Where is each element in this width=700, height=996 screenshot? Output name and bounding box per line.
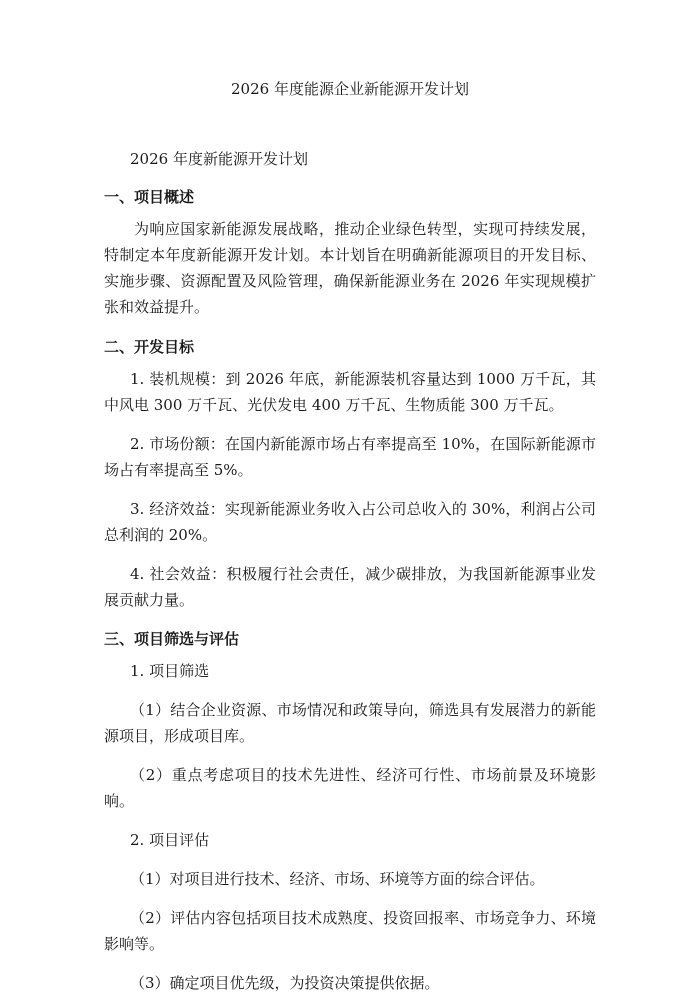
section-heading-screening: 三、项目筛选与评估 [104, 630, 240, 648]
goal-item-capacity: 1. 装机规模：到 2026 年底，新能源装机容量达到 1000 万千瓦，其中风电 300 万千瓦、光伏发电 400 万千瓦、生物质能 300 万千瓦。 [104, 370, 596, 414]
screening-item-1: （1）结合企业资源、市场情况和政策导向，筛选具有发展潜力的新能源项目，形成项目库。 [104, 701, 596, 745]
evaluation-item-1: （1）对项目进行技术、经济、市场、环境等方面的综合评估。 [130, 870, 545, 888]
goal-item-social-benefit: 4. 社会效益：积极履行社会责任，减少碳排放，为我国新能源事业发展贡献力量。 [104, 565, 596, 609]
section-heading-overview: 一、项目概述 [104, 188, 195, 206]
subsection-title-evaluation: 2. 项目评估 [130, 831, 210, 849]
goal-item-market-share: 2. 市场份额：在国内新能源市场占有率提高至 10%，在国际新能源市场占有率提高至 5%。 [104, 435, 596, 479]
subsection-title-screening: 1. 项目筛选 [130, 662, 210, 680]
section-heading-goals: 二、开发目标 [104, 338, 195, 356]
screening-item-2: （2）重点考虑项目的技术先进性、经济可行性、市场前景及环境影响。 [104, 766, 596, 810]
evaluation-item-2: （2）评估内容包括项目技术成熟度、投资回报率、市场竞争力、环境影响等。 [104, 909, 596, 953]
overview-paragraph: 为响应国家新能源发展战略，推动企业绿色转型，实现可持续发展，特制定本年度新能源开发计划。本计划旨在明确新能源项目的开发目标、实施步骤、资源配置及风险管理，确保新能源业务在 2026 年实现规模扩张和效益提升。 [104, 220, 596, 316]
evaluation-item-3: （3）确定项目优先级，为投资决策提供依据。 [130, 974, 440, 992]
document-title: 2026 年度能源企业新能源开发计划 [231, 80, 469, 98]
goal-item-economic-benefit: 3. 经济效益：实现新能源业务收入占公司总收入的 30%，利润占公司总利润的 20%。 [104, 500, 596, 544]
document-subtitle: 2026 年度新能源开发计划 [130, 150, 308, 168]
